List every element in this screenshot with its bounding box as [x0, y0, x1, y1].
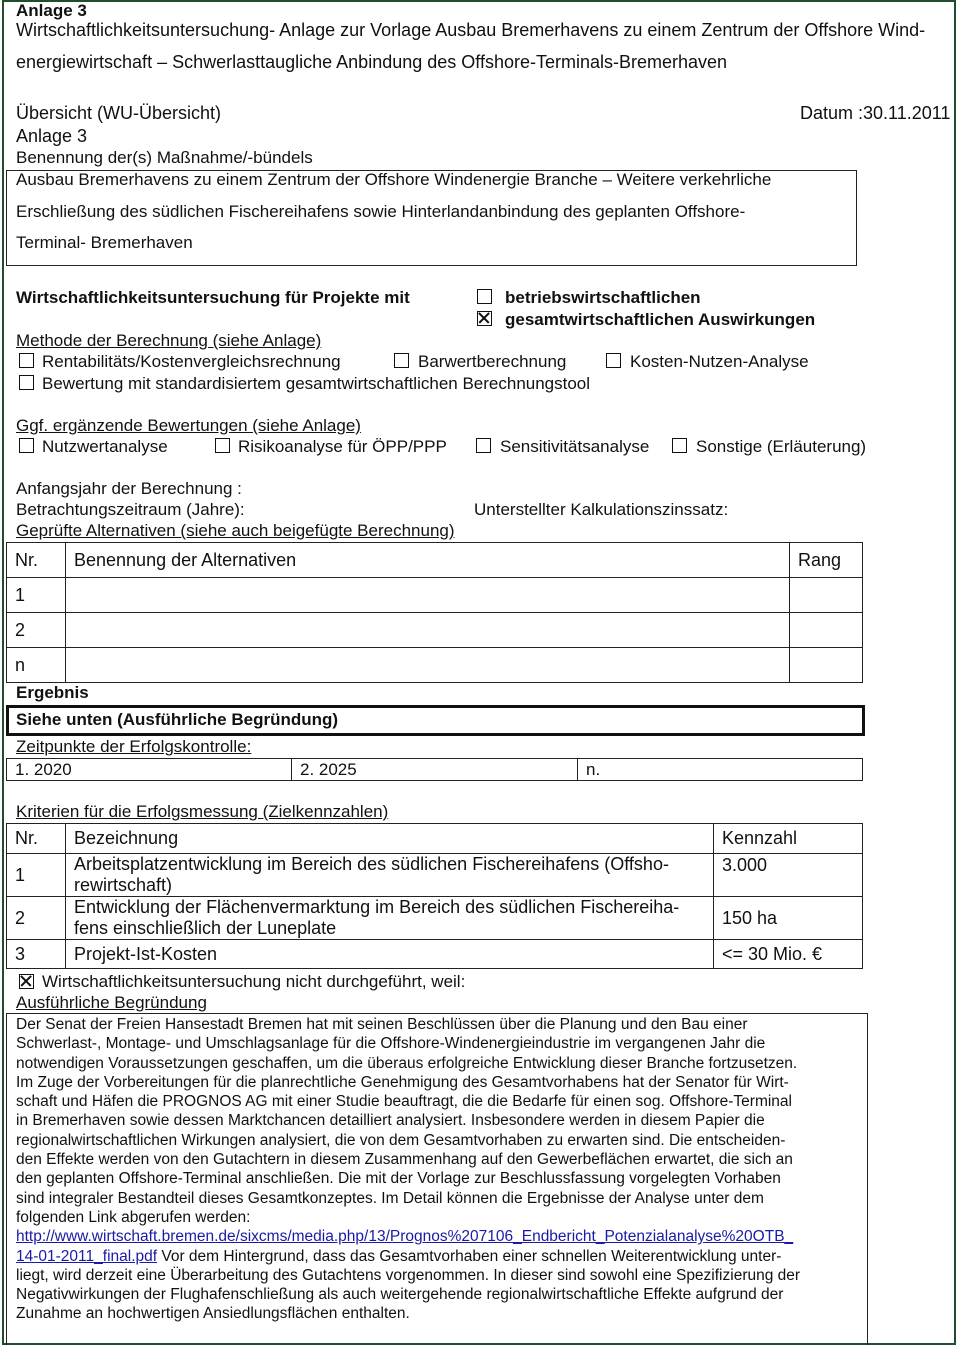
- reasoning-after-link: Vor dem Hintergrund, dass das Gesamtvorhaben einer schnellen Weiterentwicklung unter-: [157, 1247, 782, 1265]
- not-done-label: Wirtschaftlichkeitsuntersuchung nicht durchgeführt, weil:: [42, 972, 466, 991]
- measure-line-1: Ausbau Bremerhavens zu einem Zentrum der Offshore Windenergie Branche – Weitere verkehrliche: [16, 170, 772, 189]
- reasoning-line: schaft und Häfen die PROGNOS AG mit einer Studie beauftragt, die die Bedarfe für einen sog. Offshore-Terminal: [16, 1093, 792, 1111]
- method-label: Methode der Berechnung (siehe Anlage): [16, 331, 322, 350]
- crit-row-value: 150 ha: [714, 897, 863, 940]
- document-title-line-1: Wirtschaftlichkeitsuntersuchung- Anlage zur Vorlage Ausbau Bremerhavens zu einem Zentrum der Offshore Wind-: [16, 20, 926, 40]
- table-row: [7, 613, 863, 648]
- criteria-table: [6, 823, 863, 969]
- overview-label: Übersicht (WU-Übersicht): [16, 103, 222, 123]
- measure-line-2: Erschließung des südlichen Fischereihafens sowie Hinterlandanbindung des geplanten Offshore-: [16, 202, 746, 221]
- crit-name-line: fens einschließlich der Luneplate: [74, 918, 337, 938]
- berechnungstool-checkbox[interactable]: [19, 375, 34, 390]
- crit-name-header: Bezeichnung: [66, 824, 714, 854]
- crit-nr-header: Nr.: [7, 824, 66, 854]
- alternative-name-cell[interactable]: [66, 578, 790, 613]
- kosten-nutzen-label: Kosten-Nutzen-Analyse: [630, 352, 809, 371]
- table-header-row: [7, 543, 863, 578]
- alternatives-label: Geprüfte Alternativen (siehe auch beigefügte Berechnung): [16, 521, 455, 540]
- reasoning-line: folgenden Link abgerufen werden:: [16, 1208, 251, 1226]
- period-label: Betrachtungszeitraum (Jahre):: [16, 500, 245, 519]
- sonstige-checkbox[interactable]: [672, 438, 687, 453]
- reasoning-line: den Effekte werden von den Gutachtern in diesem Zusammenhang auf den Gewerbeflächen erwartet, die sich an: [16, 1151, 793, 1169]
- crit-name-line: rewirtschaft): [74, 875, 173, 895]
- crit-row-name: [66, 854, 714, 897]
- rank-cell[interactable]: [790, 578, 863, 613]
- sensitivitaet-label: Sensitivitätsanalyse: [500, 437, 650, 456]
- crit-row-nr: 1: [7, 854, 66, 897]
- table-row: [7, 897, 863, 940]
- alternatives-table: [6, 542, 863, 683]
- table-row: [7, 940, 863, 969]
- col-nr-header: Nr.: [7, 543, 66, 578]
- criteria-label: Kriterien für die Erfolgsmessung (Zielkennzahlen): [16, 802, 389, 821]
- reasoning-line: [16, 1227, 800, 1246]
- col-rank-header: Rang: [790, 543, 863, 578]
- row-nr: 1: [7, 578, 66, 613]
- rank-cell[interactable]: [790, 648, 863, 683]
- control-2: 2. 2025: [292, 759, 578, 781]
- table-header-row: [7, 824, 863, 854]
- kosten-nutzen-checkbox[interactable]: [606, 353, 621, 368]
- reason-label: Ausführliche Begründung: [16, 993, 207, 1012]
- gesamtwirtschaftlich-label: gesamtwirtschaftlichen Auswirkungen: [505, 310, 816, 329]
- result-value: Siehe unten (Ausführliche Begründung): [16, 710, 339, 729]
- table-row: [7, 648, 863, 683]
- crit-row-nr: 2: [7, 897, 66, 940]
- document-title-line-2: energiewirtschaft – Schwerlasttaugliche Anbindung des Offshore-Terminals-Bremerhaven: [16, 52, 728, 72]
- betriebswirtschaftlich-checkbox[interactable]: [477, 289, 492, 304]
- reasoning-text: [16, 1015, 800, 1324]
- betriebswirtschaftlich-label: betriebswirtschaftlichen: [505, 288, 701, 307]
- reasoning-line: regionalwirtschaftlichen Wirkungen analysiert, die von dem Gesamtvorhaben zu erwarten sind. Die entscheiden-: [16, 1131, 786, 1149]
- reasoning-line: notwendigen Voraussetzungen geschaffen, um die überaus erfolgreiche Entwicklung dieser Branche fortzusetzen.: [16, 1054, 798, 1072]
- sonstige-label: Sonstige (Erläuterung): [696, 437, 867, 456]
- interest-label: Unterstellter Kalkulationszinssatz:: [474, 500, 729, 519]
- start-year-label: Anfangsjahr der Berechnung :: [16, 479, 242, 498]
- reasoning-line: [16, 1247, 800, 1266]
- anlage-heading: Anlage 3: [16, 1, 87, 20]
- rentabilitaet-checkbox[interactable]: [19, 353, 34, 368]
- crit-name-line: Arbeitsplatzentwicklung im Bereich des südlichen Fischereihafens (Offsho-: [74, 854, 669, 874]
- control-n: n.: [578, 759, 863, 781]
- reasoning-line: Zunahme an hochwertigen Ansiedlungsflächen enthalten.: [16, 1305, 410, 1323]
- not-done-checkbox[interactable]: [19, 974, 34, 989]
- reasoning-line: sind integraler Bestandteil dieses Gesamtkonzeptes. Im Detail können die Ergebnisse der Analyse unter dem: [16, 1189, 764, 1207]
- crit-row-value: 3.000: [714, 854, 863, 897]
- crit-row-nr: 3: [7, 940, 66, 969]
- control-1: 1. 2020: [7, 759, 292, 781]
- crit-row-name: Projekt-Ist-Kosten: [66, 940, 714, 969]
- row-nr: n: [7, 648, 66, 683]
- nutzwert-label: Nutzwertanalyse: [42, 437, 168, 456]
- crit-row-name: [66, 897, 714, 940]
- col-name-header: Benennung der Alternativen: [66, 543, 790, 578]
- reasoning-line: in Bremerhaven sowie dessen Marktchancen detailliert analysiert. Insbesondere werden in diesem Papier die: [16, 1112, 765, 1130]
- anlage-label: Anlage 3: [16, 126, 88, 146]
- date-label: Datum :30.11.2011: [800, 103, 951, 123]
- nutzwert-checkbox[interactable]: [19, 438, 34, 453]
- crit-row-value: <= 30 Mio. €: [714, 940, 863, 969]
- table-row: [7, 578, 863, 613]
- crit-value-header: Kennzahl: [714, 824, 863, 854]
- row-nr: 2: [7, 613, 66, 648]
- prognos-report-link[interactable]: http://www.wirtschaft.bremen.de/sixcms/media.php/13/Prognos%207106_Endbericht_Potenzialanalyse%20OTB_: [16, 1228, 794, 1246]
- result-label: Ergebnis: [16, 683, 89, 702]
- berechnungstool-label: Bewertung mit standardisiertem gesamtwirtschaftlichen Berechnungstool: [42, 374, 591, 393]
- sensitivitaet-checkbox[interactable]: [476, 438, 491, 453]
- alternative-name-cell[interactable]: [66, 648, 790, 683]
- wu-projects-label: Wirtschaftlichkeitsuntersuchung für Projekte mit: [16, 288, 410, 307]
- extra-evaluations-label: Ggf. ergänzende Bewertungen (siehe Anlage): [16, 416, 361, 435]
- reasoning-line: Der Senat der Freien Hansestadt Bremen hat mit seinen Beschlüssen über die Planung und den Bau einer: [16, 1016, 748, 1033]
- control-table: [6, 758, 863, 781]
- barwert-checkbox[interactable]: [394, 353, 409, 368]
- risiko-label: Risikoanalyse für ÖPP/PPP: [238, 437, 447, 456]
- reasoning-line: Im Zuge der Vorbereitungen für die planrechtliche Genehmigung des Gesamtvorhabens hat der Senator für Wirt-: [16, 1073, 789, 1091]
- reasoning-line: Schwerlast-, Montage- und Umschlagsanlage für die Offshore-Windenergieindustrie im vergangenen Jahr die: [16, 1035, 766, 1053]
- risiko-checkbox[interactable]: [215, 438, 230, 453]
- rentabilitaet-label: Rentabilitäts/Kostenvergleichsrechnung: [42, 352, 341, 371]
- measure-label: Benennung der(s) Maßnahme/-bündels: [16, 148, 313, 167]
- reasoning-line: liegt, wird derzeit eine Überarbeitung des Gutachtens vorgenommen. In dieser sind sowohl eine Spezifizierung der: [16, 1266, 801, 1284]
- measure-line-3: Terminal- Bremerhaven: [16, 233, 193, 252]
- reasoning-line: Negativwirkungen der Flughafenschließung als auch weitergehende regionalwirtschaftliche Effekte aufgrund der: [16, 1286, 784, 1304]
- control-label: Zeitpunkte der Erfolgskontrolle:: [16, 737, 252, 756]
- prognos-report-link-cont[interactable]: 14-01-2011_final.pdf: [16, 1247, 158, 1265]
- table-row: [7, 854, 863, 897]
- reasoning-line: den geplanten Offshore-Terminal anschließen. Die mit der Vorlage zur Beschlussfassung vorgelegten Vorhaben: [16, 1170, 781, 1188]
- barwert-label: Barwertberechnung: [418, 352, 567, 371]
- gesamtwirtschaftlich-checkbox[interactable]: [477, 311, 492, 326]
- crit-name-line: Entwicklung der Flächenvermarktung im Bereich des südlichen Fischereiha-: [74, 897, 680, 917]
- alternative-name-cell[interactable]: [66, 613, 790, 648]
- rank-cell[interactable]: [790, 613, 863, 648]
